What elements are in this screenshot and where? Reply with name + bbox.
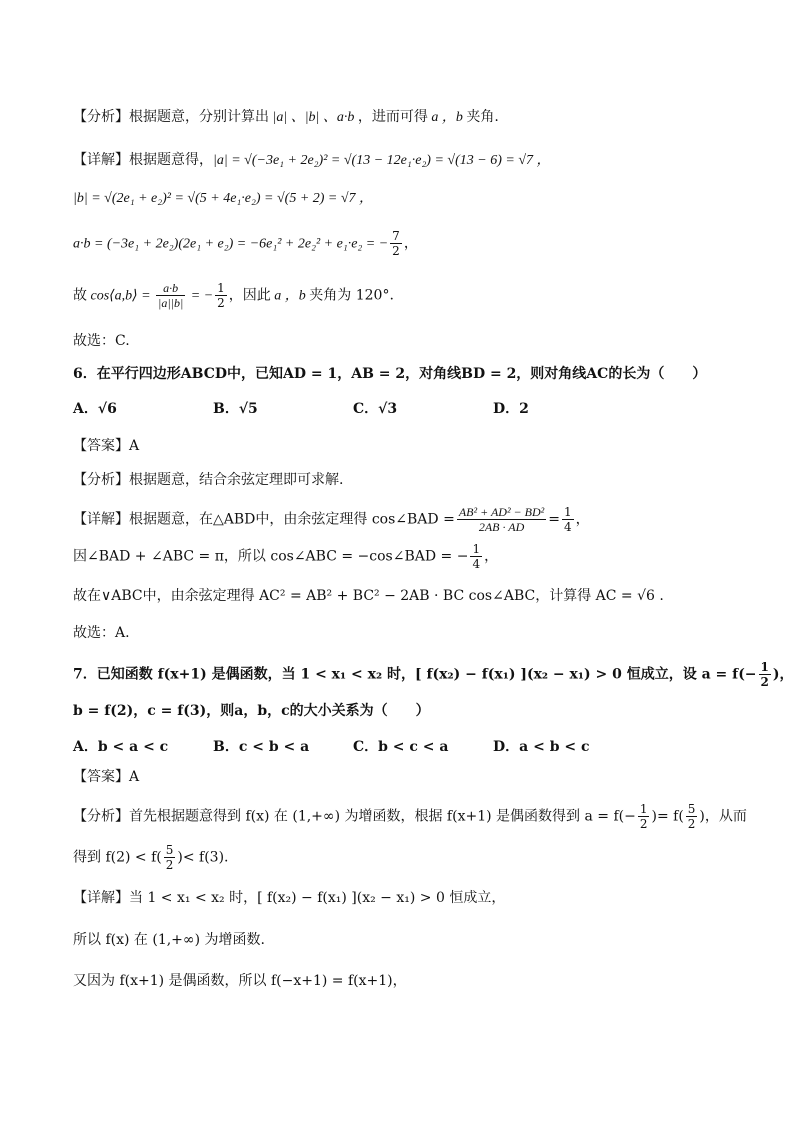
detail-label: 【详解】 [73, 152, 129, 168]
option-a: A．b < a < c [73, 739, 169, 755]
q7-stem-line-1: 7．已知函数 f(x+1) 是偶函数，当 1 < x₁ < x₂ 时，[ f(x₂) − f(x₁) ](x₂ − x₁) > 0 恒成立，设 a = f(− $\frac{1}{2}$ )， [73, 660, 794, 689]
option-c: C．b < c < a [353, 739, 449, 755]
q6-detail-line-3: 故在∨ABC中，由余弦定理得 AC² = AB² + BC² − 2AB · BC cos∠ABC，计算得 AC = √6 . [73, 588, 664, 604]
fraction: $\frac{a\cdot b}{|a||b|}$ [158, 281, 184, 310]
q5-analysis-line: 【分析】根据题意，分别计算出 |a| 、|b| 、a·b ，进而可得 a ，b 夹角. [73, 109, 499, 125]
q6-stem: 6．在平行四边形ABCD中，已知AD = 1，AB = 2，对角线BD = 2，则对角线AC的长为（ ） [73, 366, 707, 382]
fraction: $\frac{\text{AB² + AD² − BD²}}{2AB \cdot AD}$ [458, 505, 545, 534]
option-b: B．c < b < a [213, 739, 310, 755]
q5-detail-line-3: a·b = (−3e₁ + 2e₂)(2e₁ + e₂) = −6e₁² + 2e₂² + e₁·e₂ = − $\frac{7}{2}$ ， [73, 229, 418, 258]
q7-options [73, 736, 633, 756]
fraction: $\frac{1}{2}$ [639, 802, 648, 831]
q7-answer-label: 【答案】A [73, 769, 140, 785]
q5-detail-line-1: 【详解】根据题意得，|a| = √(−3e₁ + 2e₂)² = √(13 − 12e₁·e₂) = √(13 − 6) = √7 ， [73, 152, 551, 168]
fraction: $\frac{7}{2}$ [392, 229, 400, 258]
fraction: $\frac{1}{2}$ [217, 281, 225, 310]
option-a: A．√6 [73, 401, 117, 417]
q7-stem-line-2: b = f(2)，c = f(3)，则a，b，c的大小关系为（ ） [73, 703, 430, 719]
q7-detail-line-1: 【详解】当 1 < x₁ < x₂ 时，[ f(x₂) − f(x₁) ](x₂ − x₁) > 0 恒成立， [73, 890, 506, 906]
q6-detail-line-2: 因∠BAD + ∠ABC = π，所以 cos∠ABC = −cos∠BAD = − $\frac{1}{4}$ ， [73, 542, 499, 571]
q7-analysis-line-2: 得到 f(2) < f( $\frac{5}{2}$ )< f(3). [73, 843, 229, 872]
cos-expr: cos⟨a,b⟩ = [87, 288, 155, 304]
q6-options [73, 398, 633, 418]
math-expr: a·b = (−3e₁ + 2e₂)(2e₁ + e₂) = −6e₁² + 2e₂² + e₁·e₂ = − [73, 236, 389, 252]
q7-analysis-line-1: 【分析】首先根据题意得到 f(x) 在 (1,+∞) 为增函数，根据 f(x+1) 是偶函数得到 a = f(− $\frac{1}{2}$ )= f( $\frac{5}{2}$ )，从而 [73, 802, 747, 831]
q7-detail-line-3: 又因为 f(x+1) 是偶函数，所以 f(−x+1) = f(x+1)， [73, 973, 407, 989]
q7-detail-line-2: 所以 f(x) 在 (1,+∞) 为增函数. [73, 932, 265, 948]
q5-detail-line-2 [73, 187, 373, 210]
vector-expr: |a| 、|b| 、a·b [269, 110, 358, 125]
fraction: $\frac{1}{4}$ [564, 505, 572, 534]
analysis-label: 【分析】 [73, 109, 129, 125]
math-expr: |a| = √(−3e₁ + 2e₂)² = √(13 − 12e₁·e₂) = √(13 − 6) = √7 ， [213, 153, 551, 168]
q5-conclusion-line: 故 cos⟨a,b⟩ = $\frac{a\cdot b}{|a||b|}$ = − $\frac{1}{2}$ ，因此 a ，b 夹角为 120°. [73, 281, 394, 310]
fraction: $\frac{1}{4}$ [472, 542, 481, 571]
q5-answer: 故选：C. [73, 333, 130, 349]
option-c: C．√3 [353, 401, 398, 417]
q6-answer-label: 【答案】A [73, 438, 140, 454]
option-d: D．2 [493, 401, 529, 417]
fraction: $\frac{1}{2}$ [760, 660, 769, 689]
fraction: $\frac{5}{2}$ [165, 843, 174, 872]
q6-choose: 故选：A. [73, 625, 130, 641]
q6-analysis: 【分析】根据题意，结合余弦定理即可求解. [73, 472, 344, 488]
option-d: D．a < b < c [493, 739, 590, 755]
option-b: B．√5 [213, 401, 258, 417]
q6-detail-line-1: 【详解】根据题意，在△ABD中，由余弦定理得 cos∠BAD = $\frac{\text{AB² + AD² − BD²}}{2AB \cdot AD}$ = $\frac{1}{4}$ ， [73, 505, 590, 534]
math-expr: |b| = √(2e₁ + e₂)² = √(5 + 4e₁·e₂) = √(5 + 2) = √7 ， [73, 191, 374, 206]
fraction: $\frac{5}{2}$ [687, 802, 696, 831]
